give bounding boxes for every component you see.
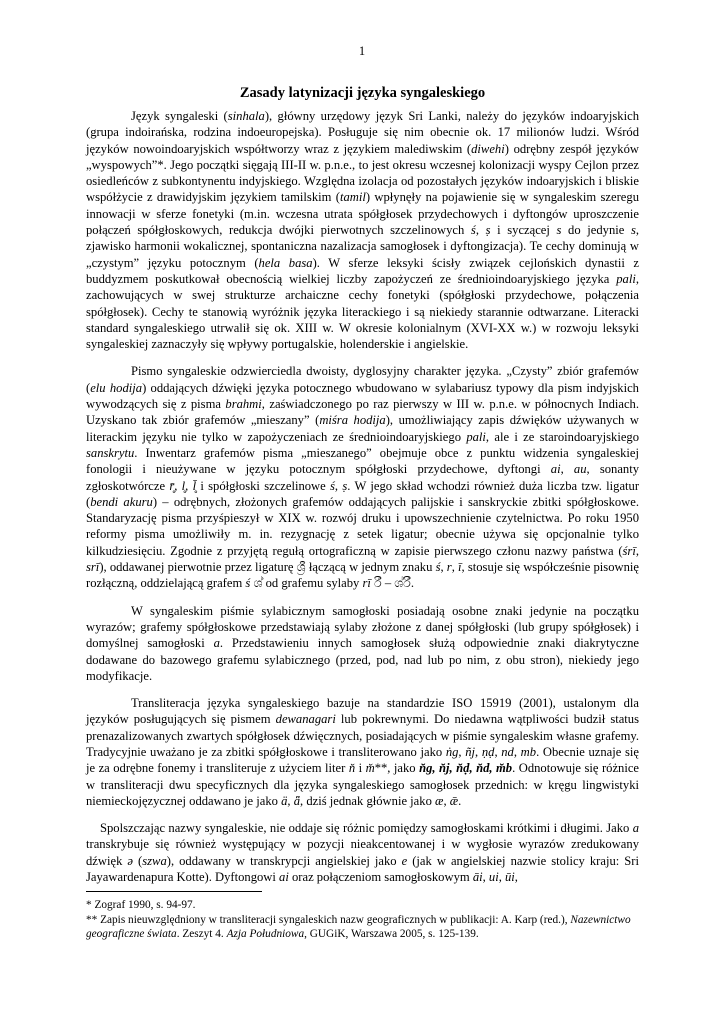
footnote: ** Zapis nieuwzględniony w transliteracji syngaleskich nazw geograficznych w publikacji: A. Karp (red.), Nazewnictwo geograficzne świata. Zeszyt 4. Azja Południowa, GUGiK, Warszawa 2005, s. 125-139. [86,913,631,941]
paragraph: W syngaleskim piśmie sylabicznym samogłoski posiadają osobne znaki jedynie na początku wyrazów; grafemy spółgłoskowe przedstawiają sylaby złożone z danej spółgłoski (lub grupy spółgłosek) i domyślnej samogłoski a. Przedstawieniu innych samogłosek służą odpowiednie znaki diakrytyczne dodawane do bazowego grafemu sylabicznego (przed, pod, nad lub po nim, z obu stron), niekiedy jego modyfikacje. [86,603,639,683]
footnote: * Zograf 1990, s. 94-97. [86,899,196,911]
paragraph: Język syngaleski (sinhala), główny urzędowy język Sri Lanki, należy do języków indoaryjskich (grupa indoirańska, rodzina indoeuropejska). Posługuje się nim obecnie ok. 17 milionów ludzi. Wśród języków nowoindoaryjskich współtworzy wraz z językiem malediwskim (diwehi) odrębny zespół języków „wyspowych”*. Jego początki sięgają III-II w. p.n.e., to jest okresu wczesnej kolonizacji wyspy Cejlon przez osiedleńców z subkontynentu indyjskiego. Względna izolacja od pozostałych języków indoaryjskich i bliskie współżycie z drawidyjskim językiem tamilskim (tamil) wpłynęły na pojawienie się w syngaleskim szeregu innowacji w sferze fonetyki (m.in. wczesna utrata spółgłosek przydechowych i dyftongów uproszczenie połączeń spółgłoskowych, redukcja dwójki pierwotnych szczelinowych ś, ṣ i syczącej s do jedynie s, zjawisko harmonii wokalicznej, spontaniczna nazalizacja samogłosek i dyftongizacja). Te cechy dominują w „czystym” języku potocznym (hela basa). W sferze leksyki ścisły związek cejlońskich dynastii z buddyzmem poskutkował obecnością wielkiej liczby zapożyczeń ze średnioindoaryjskiego języka pali, zachowujących w swej strukturze archaiczne cechy fonetyki (spółgłoski przydechowe, połączenia spółgłosek). Cechy te stanowią wyróżnik języka literackiego i są niekiedy starannie odtwarzane. Literacki standard syngaleskiego utrwalił się ok. XIII w. W okresie kolonialnym (XVI-XX w.) w rozwoju leksyki syngaleskiej zaznaczyły się wpływy portugalskie, holenderskie i angielskie. [86,109,640,352]
paragraph: Pismo syngaleskie odzwierciedla dwoisty, dyglosyjny charakter języka. „Czysty” zbiór grafemów (elu hodija) oddających dźwięki języka potocznego wbudowano w sylabariusz typowy dla pism indyjskich wywodzących się z pisma brahmi, zaświadczonego po raz pierwszy w III w. p.n.e. w północnych Indiach. Uzyskano tak zbiór grafemów „mieszany” (miśra hodija), umożliwiający zapis dźwięków używanych w literackim języku nie tylko w zapożyczeniach ze średnioindoaryjskiego pali, ale i ze staroindoaryjskiego sanskrytu. Inwentarz grafemów pisma „mieszanego” obejmuje obce z punktu widzenia syngaleskiej fonologii i nieużywane w języku potocznym spółgłoski przydechowe, dyftongi ai, au, sonanty zgłoskotwórcze r̥̄, l̥, l̥̄ i spółgłoski szczelinowe ś, ṣ. W jego skład wchodzi również duża liczba tzw. ligatur (bendi akuru) – odrębnych, złożonych grafemów oddających palijskie i sanskryckie zbitki spółgłoskowe. Standaryzację pisma przyśpieszył w XIX w. rozwój druku i upowszechnienie czytelnictwa. Po roku 1950 reformy pisma umożliwiły m. in. rezygnację z setek ligatur; obecnie używa się opcjonalnie tylko kilkudziesięciu. Zgodnie z przyjętą regułą ortograficzną w zapisie pierwszego członu nazwy państwa (śrī, srī), oddawanej pierwotnie przez ligaturę ශ්‍රී łączącą w jednym znaku ś, r, ī, stosuje się współcześnie pisownię rozłączną, oddzielającą grafem ś ශ් od grafemu sylaby rī රී – ශ්රී. [86,364,640,591]
footnote-separator [86,891,262,892]
paragraph: Transliteracja języka syngaleskiego bazuje na standardzie ISO 15919 (2001), ustalonym dla języków posługujących się pismem dewanagari lub pokrewnymi. Do niedawna wątpliwości budził status prenazalizowanych zwartych spółgłosek dźwięcznych, posiadających w piśmie syngaleskim własne grafemy. Tradycyjnie uważano je za zbitki spółgłoskowe i transliterowano jako ṅg, ñj, ṇḍ, nd, mb. Obecnie uznaje się je za odrębne fonemy i transliteruje z użyciem liter n̆ i m̆**, jako n̆g, n̆j, n̆ḍ, n̆d, m̆b. Odnotowuje się różnice w transliteracji dwu specyficznych dla języka syngaleskiego samogłosek przednich: w kręgu lingwistyki niemieckojęzycznej oddawano je jako ä, ǟ, dziś jednak głównie jako æ, ǣ. [86,696,640,808]
page-number: 1 [358,44,366,58]
paragraph: Spolszczając nazwy syngaleskie, nie oddaje się różnic pomiędzy samogłoskami krótkimi i długimi. Jako a transkrybuje się również występujący w pozycji nieakcentowanej i w wygłosie wyrazów zredukowany dźwięk ə (szwa), oddawany w transkrypcji angielskiej jako e (jak w angielskiej nazwie stolicy kraju: Sri Jayawardenapura Kotte). Dyftongowi ai oraz połączeniom samogłoskowym āi, ui, ūi, [86,821,639,885]
document-title: Zasady latynizacji języka syngaleskiego [239,85,486,101]
document-body [86,108,639,885]
footnotes [86,898,639,942]
